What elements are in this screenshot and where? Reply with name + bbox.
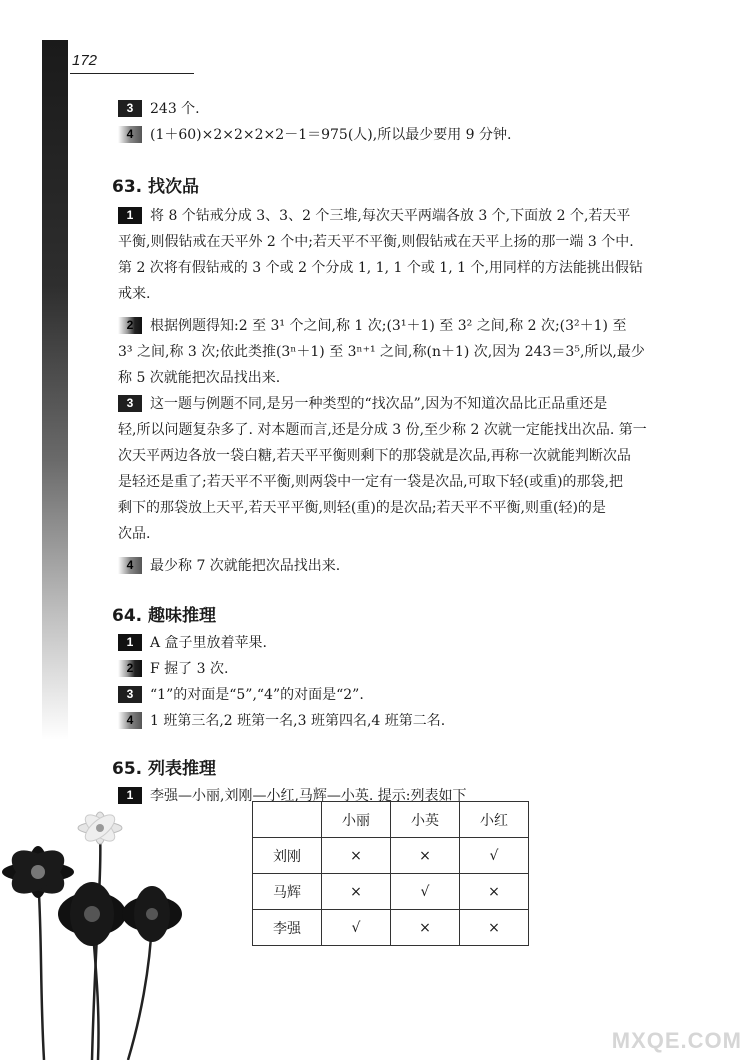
answer-text: “1”的对面是“5”,“4”的对面是“2”. — [150, 687, 364, 703]
answer-number-badge: 2 — [118, 317, 142, 334]
answer-text-line: 剩下的那袋放上天平,若天平平衡,则轻(重)的是次品;若天平不平衡,则重(轻)的是 — [118, 500, 606, 516]
table-row-header: 刘刚 — [253, 838, 322, 874]
page-number: 172 — [72, 52, 98, 69]
flower-top-light — [78, 810, 122, 845]
table-cell: √ — [460, 838, 529, 874]
answer-number-badge: 3 — [118, 100, 142, 117]
answer-number-badge: 2 — [118, 660, 142, 677]
flower-left — [2, 842, 74, 903]
answer-text-line: 是轻还是重了;若天平不平衡,则两袋中一定有一袋是次品,可取下轻(或重)的那袋,把 — [118, 474, 623, 490]
answer-text: F 握了 3 次. — [150, 661, 229, 677]
decorative-sidebar-bar — [42, 40, 68, 740]
table-header-row — [253, 802, 529, 838]
answer-text: 最少称 7 次就能把次品找出来. — [150, 558, 341, 574]
reasoning-table — [252, 801, 529, 946]
section-title-64: 64. 趣味推理 — [112, 606, 217, 626]
answer-text-line: 次品. — [118, 526, 151, 542]
answer-text-line: 这一题与例题不同,是另一种类型的“找次品”,因为不知道次品比正品重还是 — [150, 396, 608, 412]
table-column-header: 小红 — [460, 802, 529, 838]
table-cell: × — [391, 910, 460, 946]
table-cell: × — [391, 838, 460, 874]
answer-text-line: 3³ 之间,称 3 次;依此类推(3ⁿ＋1) 至 3ⁿ⁺¹ 之间,称(n＋1) 次,因为 243＝3⁵,所以,最少 — [118, 344, 645, 360]
answer-62-3 — [118, 96, 683, 122]
table-column-header: 小英 — [391, 802, 460, 838]
table-row-header: 马辉 — [253, 874, 322, 910]
page-content — [112, 96, 683, 809]
answer-number-badge: 3 — [118, 686, 142, 703]
answer-number-badge: 1 — [118, 207, 142, 224]
section-title-65: 65. 列表推理 — [112, 759, 217, 779]
table-cell: √ — [322, 910, 391, 946]
table-row-header: 李强 — [253, 910, 322, 946]
table-corner-cell — [253, 802, 322, 838]
answer-64-4 — [118, 708, 683, 734]
table-row — [253, 874, 529, 910]
table-cell: × — [322, 874, 391, 910]
table-column-header: 小丽 — [322, 802, 391, 838]
answer-64-3 — [118, 682, 683, 708]
answer-text-line: 次天平两边各放一袋白糖,若天平平衡则剩下的那袋就是次品,再称一次就能判断次品 — [118, 448, 631, 464]
answer-text-line: 称 5 次就能把次品找出来. — [118, 370, 281, 386]
answer-text-line: 第 2 次将有假钻戒的 3 个或 2 个分成 1, 1, 1 个或 1, 1 个,用同样的方法能挑出假钻 — [118, 260, 643, 276]
answer-63-1 — [118, 203, 683, 307]
answer-62-4 — [118, 122, 683, 148]
answer-text-line: 轻,所以问题复杂多了. 对本题而言,还是分成 3 份,至少称 2 次就一定能找出次品. 第一 — [118, 422, 647, 438]
answer-text-line: 将 8 个钻戒分成 3、3、2 个三堆,每次天平两端各放 3 个,下面放 2 个,若天平 — [150, 208, 631, 224]
answer-number-badge: 3 — [118, 395, 142, 412]
answer-63-2 — [118, 313, 683, 391]
answer-text-line: 平衡,则假钻戒在天平外 2 个中;若天平不平衡,则假钻戒在天平上扬的那一端 3 个中. — [118, 234, 634, 250]
header-rule — [70, 73, 194, 74]
table-cell: × — [460, 874, 529, 910]
answer-text: 李强—小丽,刘刚—小红,马辉—小英. 提示:列表如下 — [150, 788, 467, 804]
answer-number-badge: 1 — [118, 787, 142, 804]
table-cell: × — [460, 910, 529, 946]
answer-text-line: 根据例题得知:2 至 3¹ 个之间,称 1 次;(3¹＋1) 至 3² 之间,称 2 次;(3²＋1) 至 — [150, 318, 627, 334]
table-cell: × — [322, 838, 391, 874]
answer-text: 1 班第三名,2 班第一名,3 班第四名,4 班第二名. — [150, 713, 446, 729]
answer-text: (1＋60)×2×2×2×2－1＝975(人),所以最少要用 9 分钟. — [150, 127, 512, 143]
answer-number-badge: 4 — [118, 712, 142, 729]
section-title-63: 63. 找次品 — [112, 177, 200, 197]
answer-text-line: 戒来. — [118, 286, 151, 302]
decorative-flowers — [0, 810, 210, 1060]
watermark-logo: MXQE.COM — [611, 1028, 742, 1053]
table-row — [253, 910, 529, 946]
table-row — [253, 838, 529, 874]
answer-63-4 — [118, 553, 683, 579]
flower-center-dark — [58, 882, 126, 946]
table-cell: √ — [391, 874, 460, 910]
flower-right-dark — [122, 886, 182, 942]
answer-63-3 — [118, 391, 683, 547]
answer-64-2 — [118, 656, 683, 682]
answer-number-badge: 4 — [118, 126, 142, 143]
answer-number-badge: 1 — [118, 634, 142, 651]
answer-text: A 盒子里放着苹果. — [150, 635, 268, 651]
answer-64-1 — [118, 630, 683, 656]
answer-text: 243 个. — [150, 101, 200, 117]
answer-number-badge: 4 — [118, 557, 142, 574]
